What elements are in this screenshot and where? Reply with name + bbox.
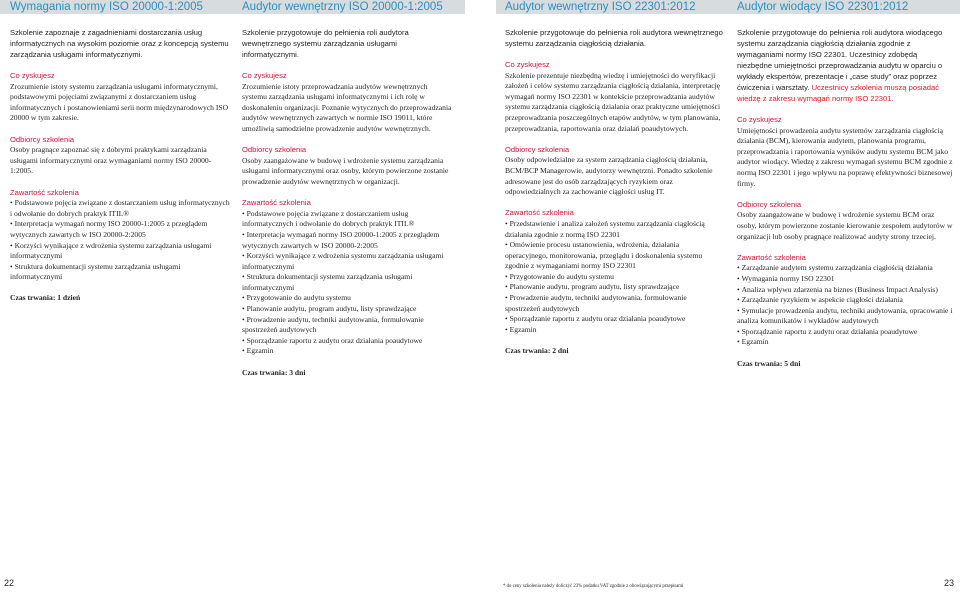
course-intro: Szkolenie przygotowuje do pełnienia roli audytora wewnętrznego systemu zarządzania ciągłością działania.: [505, 28, 723, 48]
list-item: • Egzamin: [505, 325, 723, 336]
page-number-right: 23: [944, 578, 955, 588]
list-item: • Prowadzenie audytu, techniki audytowania, formułowanie spostrzeżeń audytowych: [242, 315, 454, 336]
list-item: • Struktura dokumentacji systemu zarządzania usługami informatycznymi: [10, 262, 230, 283]
list-item: • Analiza wpływu zdarzenia na biznes (Business Impact Analysis): [737, 285, 953, 296]
course-duration: Czas trwania: 5 dni: [737, 358, 801, 368]
section-text-audience: Osoby zaangażowane w budowę i wdrożenie systemu zarządzania usługami informatycznymi oraz osoby, którym powierzone zostanie prowadzenie audytów wewnętrznych w organizacji.: [242, 155, 449, 186]
content-list: [242, 209, 454, 357]
content-list: [737, 263, 953, 348]
course-column-iso20000-internal-auditor: [242, 0, 454, 378]
list-item: • Egzamin: [737, 337, 953, 348]
section-heading-content: Zawartość szkolenia: [242, 198, 311, 208]
section-heading-content: Zawartość szkolenia: [505, 208, 574, 218]
course-intro: Szkolenie przygotowuje do pełnienia roli audytora wewnętrznego systemu zarządzania usługami informatycznymi.: [242, 28, 409, 59]
section-text-benefits: Umiejętności prowadzenia audytu systemów zarządzania ciągłością działania (BCM), kierowania audytem, planowania programu, przeprowadzania i raportowania wyników audytu systemu BCM jako audytor wiodący. Wiedzę z zakresu wymagań systemu BCM zgodnie z normą ISO 22301 i jego wpływu na poprawę efektywności biznesowej firmy.: [737, 125, 953, 188]
list-item: • Symulacje prowadzenia audytu, techniki audytowania, opracowanie i analiza komunikatów i wykładów audytowych: [737, 306, 953, 327]
list-item: • Podstawowe pojęcia związane z dostarczaniem usług informatycznych i odwołanie do dobrych praktyk ITIL®: [242, 209, 454, 230]
page-number-left: 22: [4, 578, 15, 588]
list-item: • Zarządzanie audytem systemu zarządzania ciągłością działania: [737, 263, 953, 274]
list-item: • Egzamin: [242, 346, 454, 357]
section-heading-benefits: Co zyskujesz: [242, 71, 287, 80]
course-title: Audytor wiodący ISO 22301:2012: [737, 1, 909, 13]
section-heading-benefits: Co zyskujesz: [737, 115, 782, 124]
list-item: • Prowadzenie audytu, techniki audytowania, formułowanie spostrzeżeń audytowych: [505, 293, 723, 314]
list-item: • Korzyści wynikające z wdrożenia systemu zarządzania usługami informatycznymi: [242, 251, 454, 272]
course-duration: Czas trwania: 3 dni: [242, 367, 306, 377]
section-text-audience: Osoby odpowiedzialne za system zarządzania ciągłością działania, BCM/BCP Managerowie, audytorzy wewnętrzni. Ponadto szkolenie adresowane jest do osób zarządzających ryzykiem oraz odpowiedzialnych za zachowanie ciągłości usług IT.: [505, 155, 713, 197]
list-item: • Interpretacja wymagań normy ISO 20000-1:2005 z przeglądem wytycznych zawartych w ISO 20000-2:2005: [10, 219, 230, 240]
section-heading-audience: Odbiorcy szkolenia: [737, 199, 802, 209]
course-title: Audytor wewnętrzny ISO 20000-1:2005: [242, 1, 443, 13]
list-item: • Korzyści wynikające z wdrożenia systemu zarządzania usługami informatycznymi: [10, 241, 230, 262]
content-list: [505, 219, 723, 336]
list-item: • Omówienie procesu ustanowienia, wdrożenia, działania operacyjnego, monitorowania, przeglądu i doskonalenia systemu zgodnie z wymaganiami normy ISO 22301: [505, 240, 723, 272]
list-item: • Sporządzanie raportu z audytu oraz działania poaudytowe: [737, 327, 953, 338]
list-item: • Struktura dokumentacji systemu zarządzania usługami informatycznymi: [242, 272, 454, 293]
course-intro: Szkolenie zapoznaje z zagadnieniami dostarczania usług informatycznych na wysokim poziomie oraz z koncepcją systemu zarządzania usługami informatycznymi.: [10, 28, 229, 59]
section-heading-audience: Odbiorcy szkolenia: [505, 144, 570, 154]
course-title: Audytor wewnętrzny ISO 22301:2012: [505, 1, 696, 13]
course-duration: Czas trwania: 2 dni: [505, 346, 569, 356]
list-item: • Przygotowanie do audytu systemu: [242, 293, 454, 304]
list-item: • Wymagania normy ISO 22301: [737, 274, 953, 285]
list-item: • Planowanie audytu, program audytu, listy sprawdzające: [505, 282, 723, 293]
content-list: [10, 198, 230, 283]
course-column-iso20000-requirements: [10, 0, 230, 304]
section-heading-benefits: Co zyskujesz: [505, 60, 550, 69]
list-item: • Interpretacja wymagań normy ISO 20000-1:2005 z przeglądem wytycznych zawartych w ISO 20000-2:2005: [242, 230, 454, 251]
section-heading-content: Zawartość szkolenia: [737, 252, 806, 262]
vat-footnote: * do ceny szkolenia należy doliczyć 23% podatku VAT zgodnie z obowiązującymi przepisami: [503, 584, 684, 589]
section-text-benefits: Zrozumienie istoty przeprowadzania audytów wewnętrznych systemu zarządzania usługami informatycznymi i ich rolę w doskonaleniu organizacji. Poznanie wytycznych do przeprowadzania audytów wewnętrznych zawartych w normie ISO 19011, które umożliwią samodzielne prowadzenie audytów wewnętrznych.: [242, 81, 452, 133]
section-text-audience: Osoby pragnące zapoznać się z dobrymi praktykami zarządzania usługami informatycznymi oraz wymaganiami normy ISO 20000-1:2005.: [10, 145, 212, 176]
list-item: • Sporządzanie raportu z audytu oraz działania poaudytowe: [242, 336, 454, 347]
section-text-benefits: Szkolenie prezentuje niezbędną wiedzę i umiejętności do weryfikacji założeń i celów systemu zarządzania ciągłością działania, interpretację wymagań normy ISO 22301 w kontekście przeprowadzania audytów systemu zarządzania ciągłością działania oraz praktyczne umiejętności przeprowadzania poszczególnych etapów audytów, w tym planowania, przeprowadzania, raportowania oraz działań poaudytowych.: [505, 70, 721, 133]
section-text-benefits: Zrozumienie istoty systemu zarządzania usługami informatycznymi, podstawowymi pojęciami związanymi z dostarczaniem usług informatycznych i postanowieniami serii norm międzynarodowych ISO 20000 w tym zakresie.: [10, 81, 229, 123]
list-item: • Przygotowanie do audytu systemu: [505, 272, 723, 283]
course-intro: Szkolenie przygotowuje do pełnienia roli audytora wiodącego systemu zarządzania ciągłością działania zgodnie z wymaganiami normy ISO 22301. Uczestnicy zdobędą niezbędne umiejętności przeprowadzania audytu w oparciu o wykłady ekspertów, prezentacje i „case study” oraz poprzez ćwiczenia i warsztaty. Uczestnicy szkolenia muszą posiadać wiedzę z zakresu wymagań normy ISO 22301.: [737, 28, 943, 103]
prerequisite-warning: Uczestnicy szkolenia muszą posiadać wiedzę z zakresu wymagań normy ISO 22301.: [737, 83, 940, 103]
section-heading-benefits: Co zyskujesz: [10, 71, 55, 80]
course-column-iso22301-internal-auditor: [505, 0, 723, 357]
list-item: • Planowanie audytu, program audytu, listy sprawdzające: [242, 304, 454, 315]
section-heading-audience: Odbiorcy szkolenia: [242, 145, 307, 155]
course-duration: Czas trwania: 1 dzień: [10, 293, 81, 303]
section-text-audience: Osoby zaangażowane w budowę i wdrożenie systemu BCM oraz osoby, którym powierzone zostanie kierowanie zespołem audytorów w organizacji lub osoby pragnące realizować audyty strony trzeciej.: [737, 210, 953, 241]
list-item: • Zarządzanie ryzykiem w aspekcie ciągłości działania: [737, 295, 953, 306]
list-item: • Podstawowe pojęcia związane z dostarczaniem usług informatycznych i odwołanie do dobrych praktyk ITIL®: [10, 198, 230, 219]
course-title: Wymagania normy ISO 20000-1:2005: [10, 1, 203, 13]
course-column-iso22301-lead-auditor: [737, 0, 953, 369]
list-item: • Przedstawienie i analiza założeń systemu zarządzania ciągłością działania zgodnie z normą ISO 22301: [505, 219, 723, 240]
section-heading-content: Zawartość szkolenia: [10, 187, 79, 197]
list-item: • Sporządzanie raportu z audytu oraz działania poaudytowe: [505, 314, 723, 325]
section-heading-audience: Odbiorcy szkolenia: [10, 134, 75, 144]
